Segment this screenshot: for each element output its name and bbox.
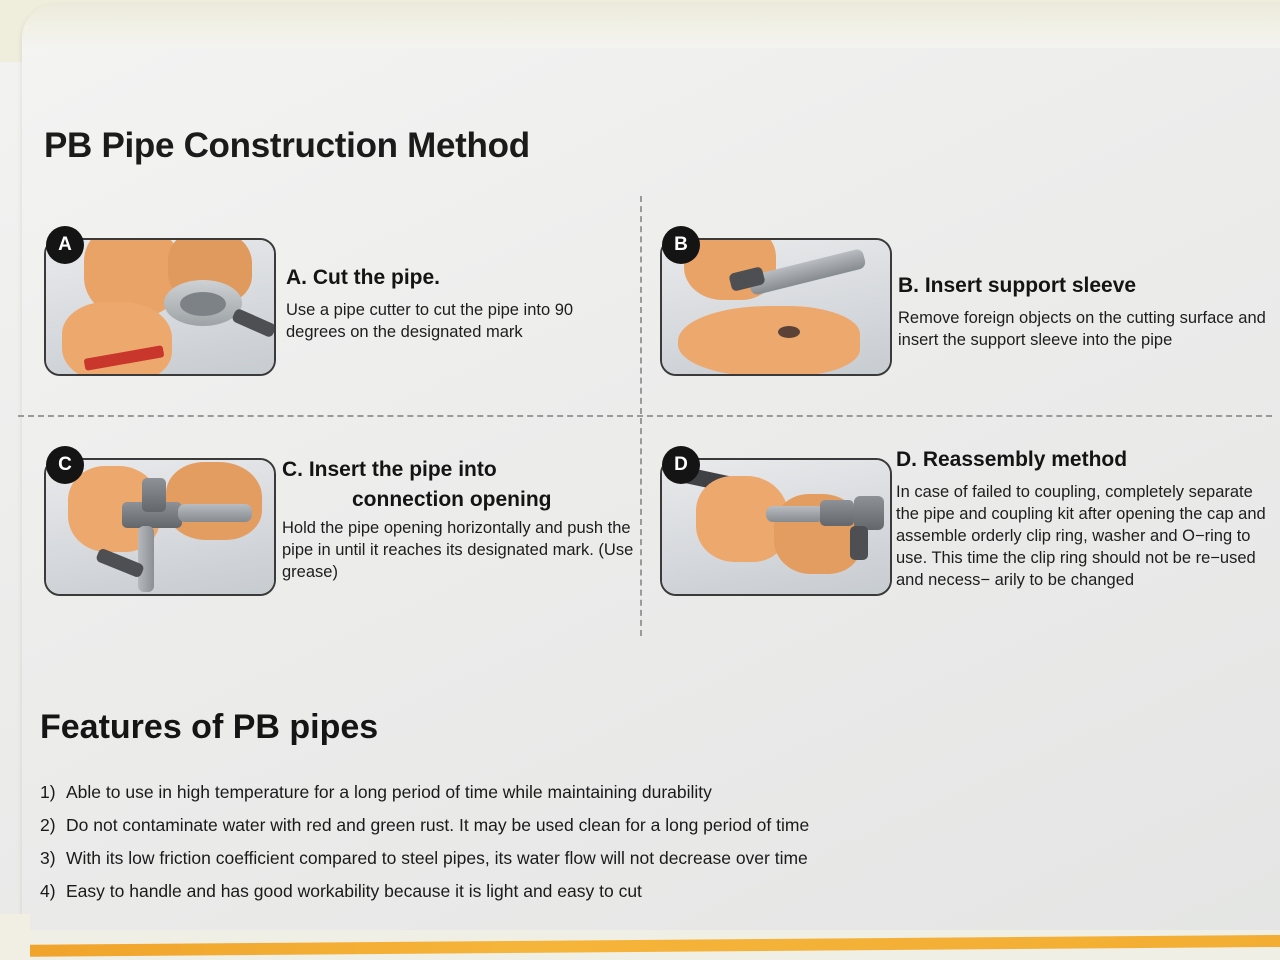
step-a-heading: A. Cut the pipe. [286,266,440,289]
step-c-body: Hold the pipe opening horizontally and push the pipe in until it reaches its designated mark. (Use grease) [282,519,634,581]
step-a-photo [44,238,276,376]
step-d-badge: D [662,446,700,484]
feature-text: Do not contaminate water with red and green rust. It may be used clean for a long period of time [66,814,810,835]
grid-horizontal-divider [18,415,1272,417]
desk-bottom-left [0,914,30,960]
step-b-heading: B. Insert support sleeve [898,274,1137,297]
feature-text: With its low friction coefficient compared to steel pipes, its water flow will not decrease over time [66,847,808,868]
photo-illustration-c [46,460,274,594]
step-d-body: In case of failed to coupling, completely separate the pipe and coupling kit after opening the cap and assemble orderly clip ring, washer and O−ring to use. This time the clip ring should not be re−used and necess− arily to be changed [896,483,1266,589]
step-b-body: Remove foreign objects on the cutting surface and insert the support sleeve into the pipe [898,309,1266,349]
step-d-heading: D. Reassembly method [896,448,1128,471]
photo-illustration-d [662,460,890,594]
list-item [40,782,1220,804]
list-item [40,881,1220,903]
step-c-badge: C [46,446,84,484]
feature-number: 4) [40,880,56,901]
features-title: Features of PB pipes [40,708,379,746]
step-c-photo [44,458,276,596]
step-a-badge: A [46,226,84,264]
feature-number: 1) [40,782,56,802]
page-title: PB Pipe Construction Method [44,126,530,165]
step-b-badge: B [662,226,700,264]
feature-text: Easy to handle and has good workability because it is light and easy to cut [66,880,642,901]
step-d-photo [660,458,892,596]
feature-number: 3) [40,847,56,868]
photo-illustration-b [662,240,890,374]
photo-illustration-a [46,240,274,374]
list-item [40,848,1220,870]
step-b-photo [660,238,892,376]
step-c-heading: C. Insert the pipe into [282,458,497,481]
feature-text: Able to use in high temperature for a long period of time while maintaining durability [66,782,712,802]
list-item [40,815,1220,837]
feature-number: 2) [40,814,56,835]
features-list [40,782,1220,914]
step-c-heading-line2: connection opening [352,488,552,511]
step-a-body: Use a pipe cutter to cut the pipe into 90 degrees on the designated mark [286,301,574,341]
